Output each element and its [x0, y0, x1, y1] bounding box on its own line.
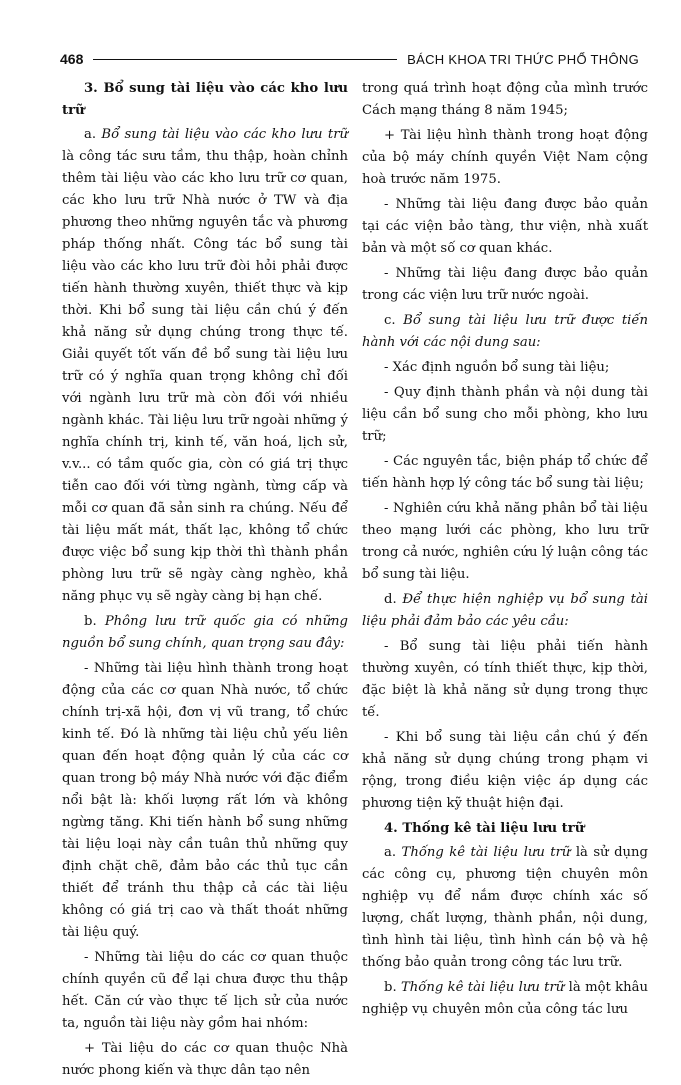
header-rule [93, 59, 397, 60]
paragraph-d: d. Để thực hiện nghiệp vụ bổ sung tài liệu phải đảm bảo các yêu cầu: [362, 592, 649, 629]
paragraph-c: c. Bổ sung tài liệu lưu trữ được tiến hành với các nội dung sau: [362, 313, 648, 350]
paragraph-4a: a. Thống kê tài liệu lưu trữ là sử dụng các công cụ, phương tiện chuyên môn nghiệp vụ để nắm được chính xác số lượng, chất lượng, thành phần, nội dung, tình hình tài liệu, tình hình cán bộ và hệ thống bảo quản trong công tác lưu trữ. [362, 845, 648, 970]
paragraph-b: b. Phông lưu trữ quốc gia có những nguồn bổ sung chính, quan trọng sau đây: [62, 614, 348, 651]
paragraph-continuation: trong quá trình hoạt động của mình trước Cách mạng tháng 8 năm 1945; [362, 81, 648, 118]
paragraph-a-title: Bổ sung tài liệu vào các kho lưu trữ [101, 127, 348, 142]
list-item: - Những tài liệu hình thành trong hoạt động của các cơ quan Nhà nước, tổ chức chính trị-xã hội, đơn vị vũ trang, tổ chức kinh tế. Đó là những tài liệu chủ yếu liên quan đến hoạt động quản lý của các cơ quan trong bộ máy Nhà nước với đặc điểm nổi bật là: khối lượng rất lớn và không ngừng tăng. Khi tiến hành bổ sung những tài liệu loại này cần tuân thủ những quy định chặt chẽ, đảm bảo các thủ tục cần thiết để tránh thu thập cả các tài liệu không có giá trị cao và thất thoát những tài liệu quý. [62, 661, 348, 940]
paragraph-b-title: Phông lưu trữ quốc gia có những nguồn bổ sung chính, quan trọng sau đây: [62, 614, 348, 651]
running-title: BÁCH KHOA TRI THỨC PHỔ THÔNG [407, 51, 639, 67]
list-item: - Bổ sung tài liệu phải tiến hành thường xuyên, có tính thiết thực, kịp thời, đặc biệt là khả năng sử dụng trong thực tế. [362, 639, 648, 720]
paragraph-c-title: Bổ sung tài liệu lưu trữ được tiến hành với các nội dung sau: [362, 313, 648, 350]
list-item: - Khi bổ sung tài liệu cần chú ý đến khả năng sử dụng chúng trong phạm vi rộng, trong điều kiện việc áp dụng các phương tiện kỹ thuật hiện đại. [362, 730, 648, 811]
paragraph-4b-title: Thống kê tài liệu lưu trữ [401, 980, 565, 995]
list-item: - Những tài liệu đang được bảo quản trong các viện lưu trữ nước ngoài. [362, 266, 648, 303]
left-column [62, 78, 348, 1085]
list-item: - Quy định thành phần và nội dung tài liệu cần bổ sung cho mỗi phòng, kho lưu trữ; [362, 385, 648, 444]
section-heading-4: 4. Thống kê tài liệu lưu trữ [384, 821, 585, 836]
list-item: - Nghiên cứu khả năng phân bổ tài liệu theo mạng lưới các phòng, kho lưu trữ trong cả nước, nghiên cứu lý luận công tác bổ sung tài liệu. [362, 501, 648, 582]
page-header [60, 48, 639, 70]
paragraph-4a-title: Thống kê tài liệu lưu trữ [401, 845, 571, 860]
list-item: + Tài liệu do các cơ quan thuộc Nhà nước phong kiến và thực dân tạo nên [62, 1041, 348, 1078]
paragraph-d-title: Để thực hiện nghiệp vụ bổ sung tài liệu phải đảm bảo các yêu cầu: [362, 592, 649, 629]
list-item: - Các nguyên tắc, biện pháp tổ chức để tiến hành hợp lý công tác bổ sung tài liệu; [362, 454, 648, 491]
right-column [362, 78, 648, 1024]
list-item: - Xác định nguồn bổ sung tài liệu; [384, 360, 610, 375]
list-item: - Những tài liệu do các cơ quan thuộc chính quyền cũ để lại chưa được thu thập hết. Căn cứ vào thực tế lịch sử của nước ta, nguồn tài liệu này gồm hai nhóm: [62, 950, 348, 1031]
list-item: + Tài liệu hình thành trong hoạt động của bộ máy chính quyền Việt Nam cộng hoà trước năm 1975. [362, 128, 648, 187]
page-number: 468 [60, 51, 84, 67]
paragraph-a: a. Bổ sung tài liệu vào các kho lưu trữ là công tác sưu tầm, thu thập, hoàn chỉnh thêm tài liệu vào các kho lưu trữ cơ quan, các kho lưu trữ Nhà nước ở TW và địa phương theo những nguyên tắc và phương pháp thống nhất. Công tác bổ sung tài liệu vào các kho lưu trữ đòi hỏi phải được tiến hành thường xuyên, thiết thực và kịp thời. Khi bổ sung tài liệu cần chú ý đến khả năng sử dụng chúng trong thực tế. Giải quyết tốt vấn đề bổ sung tài liệu lưu trữ có ý nghĩa quan trọng không chỉ đối với ngành lưu trữ mà còn đối với nhiều ngành khác. Tài liệu lưu trữ ngoài những ý nghĩa chính trị, kinh tế, văn hoá, lịch sử, v.v... có tầm quốc gia, còn có giá trị thực tiễn cao đối với từng ngành, từng cấp và mỗi cơ quan đã sản sinh ra chúng. Nếu để tài liệu mất mát, thất lạc, không tổ chức được việc bổ sung kịp thời thì thành phần phòng lưu trữ sẽ ngày càng nghèo, khả năng phục vụ sẽ ngày càng bị hạn chế. [62, 127, 348, 604]
section-heading-3: 3. Bổ sung tài liệu vào các kho lưu trữ [62, 81, 348, 118]
paragraph-4b: b. Thống kê tài liệu lưu trữ là một khâu nghiệp vụ chuyên môn của công tác lưu [362, 980, 649, 1017]
list-item: - Những tài liệu đang được bảo quản tại các viện bảo tàng, thư viện, nhà xuất bản và một số cơ quan khác. [362, 197, 648, 256]
